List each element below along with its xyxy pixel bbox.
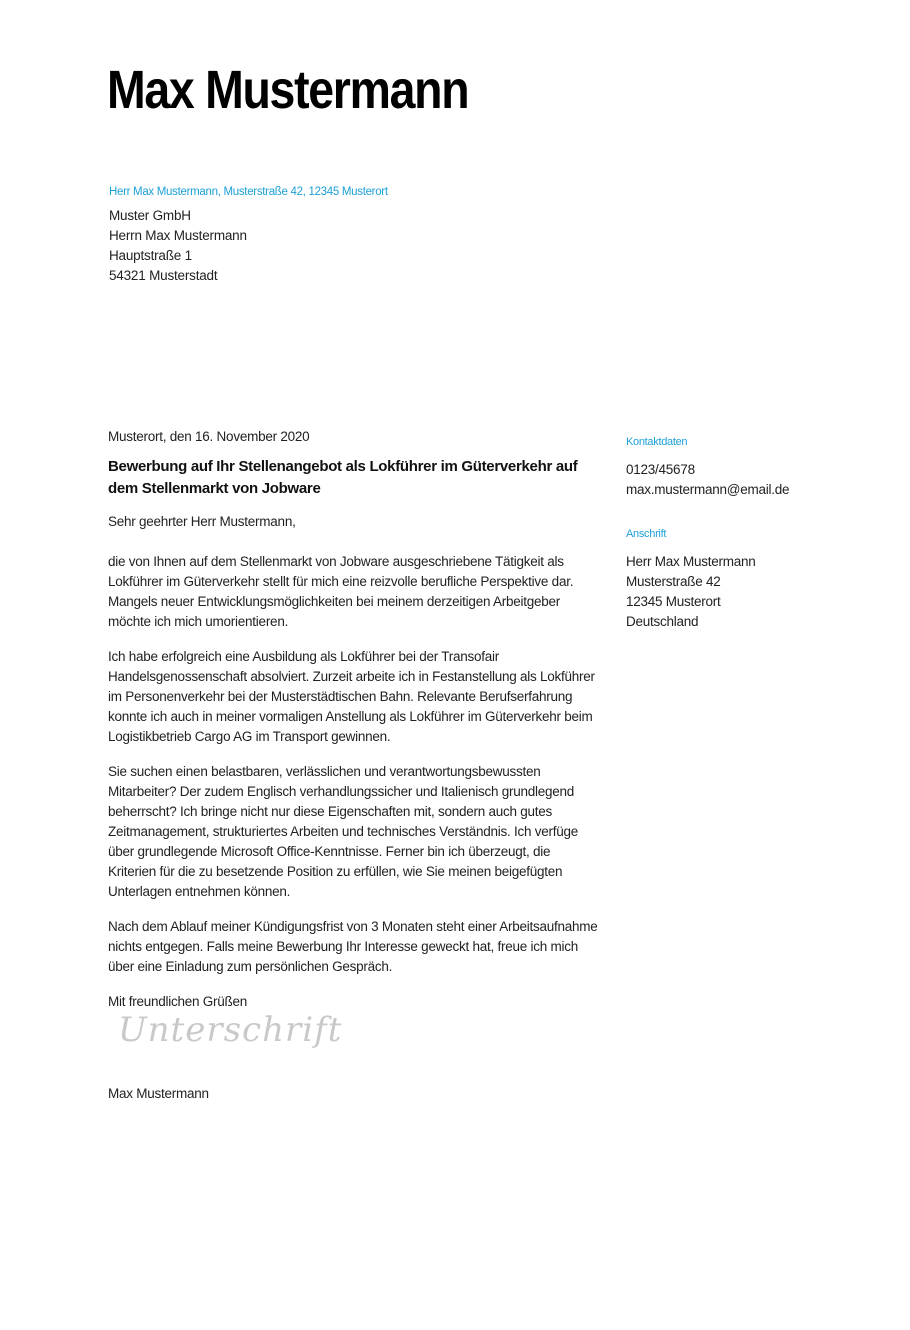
applicant-name-heading: Max Mustermann <box>107 60 469 120</box>
contact-heading: Kontaktdaten <box>626 436 688 448</box>
signature-image <box>108 1010 598 1076</box>
letter-salutation: Sehr geehrter Herr Mustermann, <box>108 514 296 529</box>
letter-subject: Bewerbung auf Ihr Stellenangebot als Lokführer im Güterverkehr auf dem Stellenmarkt von Jobware <box>108 458 578 497</box>
recipient-street: Hauptstraße 1 <box>109 248 192 263</box>
letter-paragraph: Ich habe erfolgreich eine Ausbildung als Lokführer bei der Transofair Handelsgenossenschaft absolviert. Zurzeit arbeite ich in Festanstellung als Lokführer im Personenverkehr bei der Musterstädtischen Bahn. Relevante Berufserfahrung konnte ich auch in meiner vormaligen Anstellung als Lokführer im Güterverkehr beim Logistikbetrieb Cargo AG im Transport gewinnen. <box>108 649 595 744</box>
recipient-person: Herrn Max Mustermann <box>109 228 247 243</box>
letter-body <box>108 427 598 1104</box>
address-block <box>626 524 886 632</box>
contact-phone: 0123/45678 <box>626 462 695 477</box>
letter-closing: Mit freundlichen Grüßen <box>108 994 248 1009</box>
address-country: Deutschland <box>626 614 699 629</box>
address-city: 12345 Musterort <box>626 594 721 609</box>
signature-text: Unterschrift <box>118 1010 343 1050</box>
contact-email: max.mustermann@email.de <box>626 482 790 497</box>
sender-return-address: Herr Max Mustermann, Musterstraße 42, 12345 Musterort <box>109 186 388 198</box>
recipient-address <box>109 206 247 286</box>
letter-paragraph: Sie suchen einen belastbaren, verlässlichen und verantwortungsbewussten Mitarbeiter? Der zudem Englisch verhandlungssicher und Italienisch grundlegend beherrscht? Ich bringe nicht nur diese Eigenschaften mit, sondern auch gutes Zeitmanagement, strukturiertes Arbeiten und technisches Verständnis. Ich verfüge über grundlegende Microsoft Office-Kenntnisse. Ferner bin ich überzeugt, die Kriterien für die zu besetzende Position zu erfüllen, wie Sie meinen beigefügten Unterlagen entnehmen können. <box>108 764 579 899</box>
recipient-company: Muster GmbH <box>109 208 191 223</box>
recipient-city: 54321 Musterstadt <box>109 268 218 283</box>
letter-paragraph: die von Ihnen auf dem Stellenmarkt von Jobware ausgeschriebene Tätigkeit als Lokführer im Güterverkehr stellt für mich eine reizvolle berufliche Perspektive dar. Mangels neuer Entwicklungsmöglichkeiten bei meinem derzeitigen Arbeitgeber möchte ich mich umorientieren. <box>108 554 574 629</box>
letter-date: Musterort, den 16. November 2020 <box>108 429 310 444</box>
signer-name: Max Mustermann <box>108 1086 209 1101</box>
address-street: Musterstraße 42 <box>626 574 721 589</box>
contact-block <box>626 432 886 500</box>
letter-paragraph: Nach dem Ablauf meiner Kündigungsfrist von 3 Monaten steht einer Arbeitsaufnahme nichts entgegen. Falls meine Bewerbung Ihr Interesse geweckt hat, freue ich mich über eine Einladung zum persönlichen Gespräch. <box>108 919 598 974</box>
address-heading: Anschrift <box>626 528 667 540</box>
sidebar <box>626 432 886 656</box>
address-name: Herr Max Mustermann <box>626 554 756 569</box>
